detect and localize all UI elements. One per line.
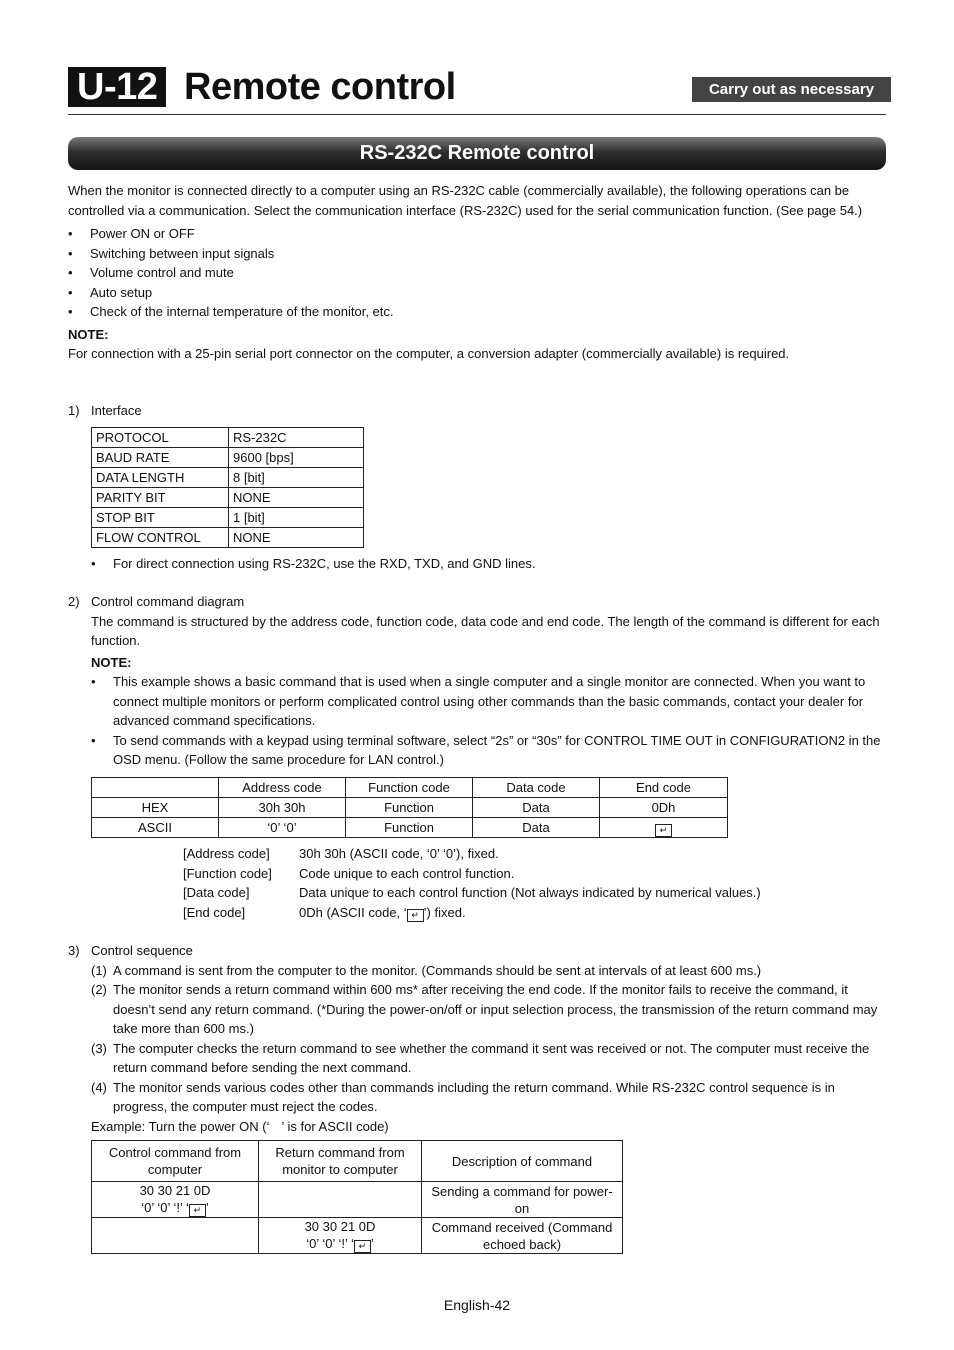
diagram-notes bbox=[91, 672, 886, 770]
ascii-command: ‘0’ ‘0’ ‘!’ ‘ ↵ ’ bbox=[141, 1200, 209, 1215]
table-cell bbox=[600, 818, 728, 838]
interface-heading: Interface bbox=[91, 403, 142, 418]
example-text-pre: Example: Turn the power ON (‘ bbox=[91, 1118, 270, 1134]
sequence-number: 3) bbox=[68, 943, 80, 958]
table-cell: Description of command bbox=[422, 1141, 623, 1182]
hex-command: 30 30 21 0D bbox=[139, 1183, 211, 1198]
enter-key-icon: ↵ bbox=[189, 1204, 206, 1217]
list-item bbox=[91, 980, 886, 1039]
diagram-number: 2) bbox=[68, 594, 80, 609]
table-cell: Return command from monitor to computer bbox=[259, 1141, 422, 1182]
table-cell: STOP BIT bbox=[92, 508, 229, 528]
table-cell: Function code bbox=[346, 778, 473, 798]
table-row bbox=[92, 798, 728, 818]
operations-list bbox=[68, 224, 886, 322]
example-text-post: ’ is for ASCII code) bbox=[281, 1118, 389, 1134]
table-cell: 1 [bit] bbox=[229, 508, 364, 528]
diagram-section bbox=[91, 592, 886, 770]
note-text: For connection with a 25-pin serial port connector on the computer, a conversion adapter (commercially available) is required. bbox=[68, 346, 790, 361]
item-number: (1) bbox=[91, 962, 107, 978]
table-cell: HEX bbox=[92, 798, 219, 818]
code-definitions bbox=[183, 844, 883, 922]
page-title: Remote control bbox=[184, 66, 456, 108]
definition-value: Data unique to each control function (Not always indicated by numerical values.) bbox=[299, 885, 761, 900]
definition-value-pre: 0Dh (ASCII code, ‘ bbox=[299, 904, 407, 920]
list-item: • For direct connection using RS-232C, use the RXD, TXD, and GND lines. bbox=[91, 554, 886, 574]
table-cell: DATA LENGTH bbox=[92, 468, 229, 488]
table-cell: Control command from computer bbox=[92, 1141, 259, 1182]
item-text: The monitor sends various codes other than commands including the return command. While RS-232C control sequence is in progress, the computer must reject the codes. bbox=[113, 1079, 835, 1114]
table-row bbox=[92, 468, 364, 488]
list-item: • Volume control and mute bbox=[68, 263, 886, 283]
table-cell: RS-232C bbox=[229, 428, 364, 448]
table-cell: Address code bbox=[219, 778, 346, 798]
ascii-text: ‘0’ ‘0’ ‘!’ ‘ bbox=[141, 1200, 189, 1215]
command-structure-table bbox=[91, 777, 728, 838]
table-cell: NONE bbox=[229, 528, 364, 548]
table-cell: End code bbox=[600, 778, 728, 798]
table-row bbox=[92, 508, 364, 528]
title-divider bbox=[68, 114, 886, 115]
enter-key-icon: ↵ bbox=[354, 1240, 371, 1253]
enter-key-icon: ↵ bbox=[407, 909, 424, 922]
table-cell: FLOW CONTROL bbox=[92, 528, 229, 548]
table-cell: Sending a command for power-on bbox=[422, 1182, 623, 1218]
enter-key-icon: ↵ bbox=[655, 824, 672, 837]
diagram-heading: Control command diagram bbox=[91, 594, 245, 609]
table-row bbox=[92, 1182, 623, 1218]
definition-key: [Address code] bbox=[183, 846, 270, 861]
interface-table bbox=[91, 427, 364, 548]
page-number: English-42 bbox=[443, 1297, 511, 1313]
table-cell bbox=[92, 778, 219, 798]
table-cell: Data bbox=[473, 798, 600, 818]
ascii-command: ‘0’ ‘0’ ‘!’ ‘ ↵ ’ bbox=[306, 1236, 374, 1251]
table-cell: PARITY BIT bbox=[92, 488, 229, 508]
table-row bbox=[92, 778, 728, 798]
table-cell: Data code bbox=[473, 778, 600, 798]
definition-row bbox=[183, 844, 883, 864]
table-cell: ‘0’ ‘0’ bbox=[219, 818, 346, 838]
list-item bbox=[91, 961, 886, 981]
diagram-note-label: NOTE: bbox=[91, 654, 132, 670]
list-item: • Check of the internal temperature of the monitor, etc. bbox=[68, 302, 886, 322]
table-row bbox=[92, 488, 364, 508]
interface-note-list bbox=[91, 554, 886, 574]
example-table bbox=[91, 1140, 623, 1254]
intro-section bbox=[68, 181, 886, 364]
sequence-section bbox=[91, 941, 886, 1136]
table-cell: 30h 30h bbox=[219, 798, 346, 818]
list-item: • Switching between input signals bbox=[68, 244, 886, 264]
item-number: (4) bbox=[91, 1079, 107, 1095]
definition-value-post: ’) fixed. bbox=[423, 904, 466, 920]
list-item bbox=[91, 1039, 886, 1078]
table-row bbox=[92, 428, 364, 448]
definition-key: [Data code] bbox=[183, 885, 250, 900]
item-text: The monitor sends a return command within 600 ms* after receiving the end code. If the monitor fails to receive the command, it doesn’t send any return command. (*During the power-on/off or input selection process, the transmission of the return command may take more than 600 ms.) bbox=[113, 982, 878, 1036]
intro-paragraph: When the monitor is connected directly to a computer using an RS-232C cable (commercially available), the following operations can be controlled via a communication. Select the communication interface (RS-232C) used for the serial communication function. (See page 54.) bbox=[68, 183, 863, 218]
example-line bbox=[91, 1117, 886, 1137]
item-text: The computer checks the return command to see whether the command it sent was received or not. The computer must receive the return command before sending the next command. bbox=[113, 1040, 870, 1075]
table-cell: Function bbox=[346, 818, 473, 838]
list-item: • This example shows a basic command that is used when a single computer and a single monitor are connected. When you want to connect multiple monitors or perform complicated control using other commands than the basic commands, contact your dealer for advanced command specifications. bbox=[91, 672, 886, 731]
table-cell: 8 [bit] bbox=[229, 468, 364, 488]
table-row bbox=[92, 1218, 623, 1254]
table-cell bbox=[92, 1182, 259, 1218]
item-number: (2) bbox=[91, 982, 107, 997]
carry-out-tag: Carry out as necessary bbox=[692, 77, 891, 102]
diagram-text: The command is structured by the address code, function code, data code and end code. The length of the command is different for each function. bbox=[91, 613, 880, 648]
definition-value: 30h 30h (ASCII code, ‘0’ ‘0’), fixed. bbox=[299, 846, 499, 861]
table-cell: Function bbox=[346, 798, 473, 818]
table-cell bbox=[259, 1218, 422, 1254]
sequence-list bbox=[91, 961, 886, 1117]
definition-row bbox=[183, 903, 883, 923]
hex-command: 30 30 21 0D bbox=[304, 1219, 376, 1234]
interface-number: 1) bbox=[68, 403, 80, 418]
definition-key: [End code] bbox=[183, 904, 246, 920]
section-code-badge: U-12 bbox=[68, 67, 166, 107]
section-banner: RS-232C Remote control bbox=[68, 137, 886, 170]
definition-row bbox=[183, 864, 883, 884]
table-cell: 9600 [bps] bbox=[229, 448, 364, 468]
table-cell: ASCII bbox=[92, 818, 219, 838]
note-label: NOTE: bbox=[68, 326, 109, 342]
sequence-heading: Control sequence bbox=[91, 943, 193, 958]
definition-value: Code unique to each control function. bbox=[299, 865, 515, 881]
table-cell: BAUD RATE bbox=[92, 448, 229, 468]
item-number: (3) bbox=[91, 1040, 107, 1056]
table-cell: Command received (Command echoed back) bbox=[422, 1218, 623, 1254]
list-item: • Power ON or OFF bbox=[68, 224, 886, 244]
table-row bbox=[92, 448, 364, 468]
table-row bbox=[92, 818, 728, 838]
table-cell: Data bbox=[473, 818, 600, 838]
table-row bbox=[92, 1141, 623, 1182]
table-cell bbox=[259, 1182, 422, 1218]
definition-key: [Function code] bbox=[183, 865, 272, 881]
ascii-text: ‘0’ ‘0’ ‘!’ ‘ bbox=[306, 1236, 354, 1251]
list-item: • To send commands with a keypad using terminal software, select “2s” or “30s” for CONTROL TIME OUT in CONFIGURATION2 in the OSD menu. (Follow the same procedure for LAN control.) bbox=[91, 731, 886, 770]
list-item: • Auto setup bbox=[68, 283, 886, 303]
table-cell bbox=[92, 1218, 259, 1254]
table-row bbox=[92, 528, 364, 548]
list-item bbox=[91, 1078, 886, 1117]
table-cell: NONE bbox=[229, 488, 364, 508]
table-cell: 0Dh bbox=[600, 798, 728, 818]
definition-row bbox=[183, 883, 883, 903]
table-cell: PROTOCOL bbox=[92, 428, 229, 448]
item-text: A command is sent from the computer to the monitor. (Commands should be sent at intervals of at least 600 ms.) bbox=[113, 962, 762, 978]
